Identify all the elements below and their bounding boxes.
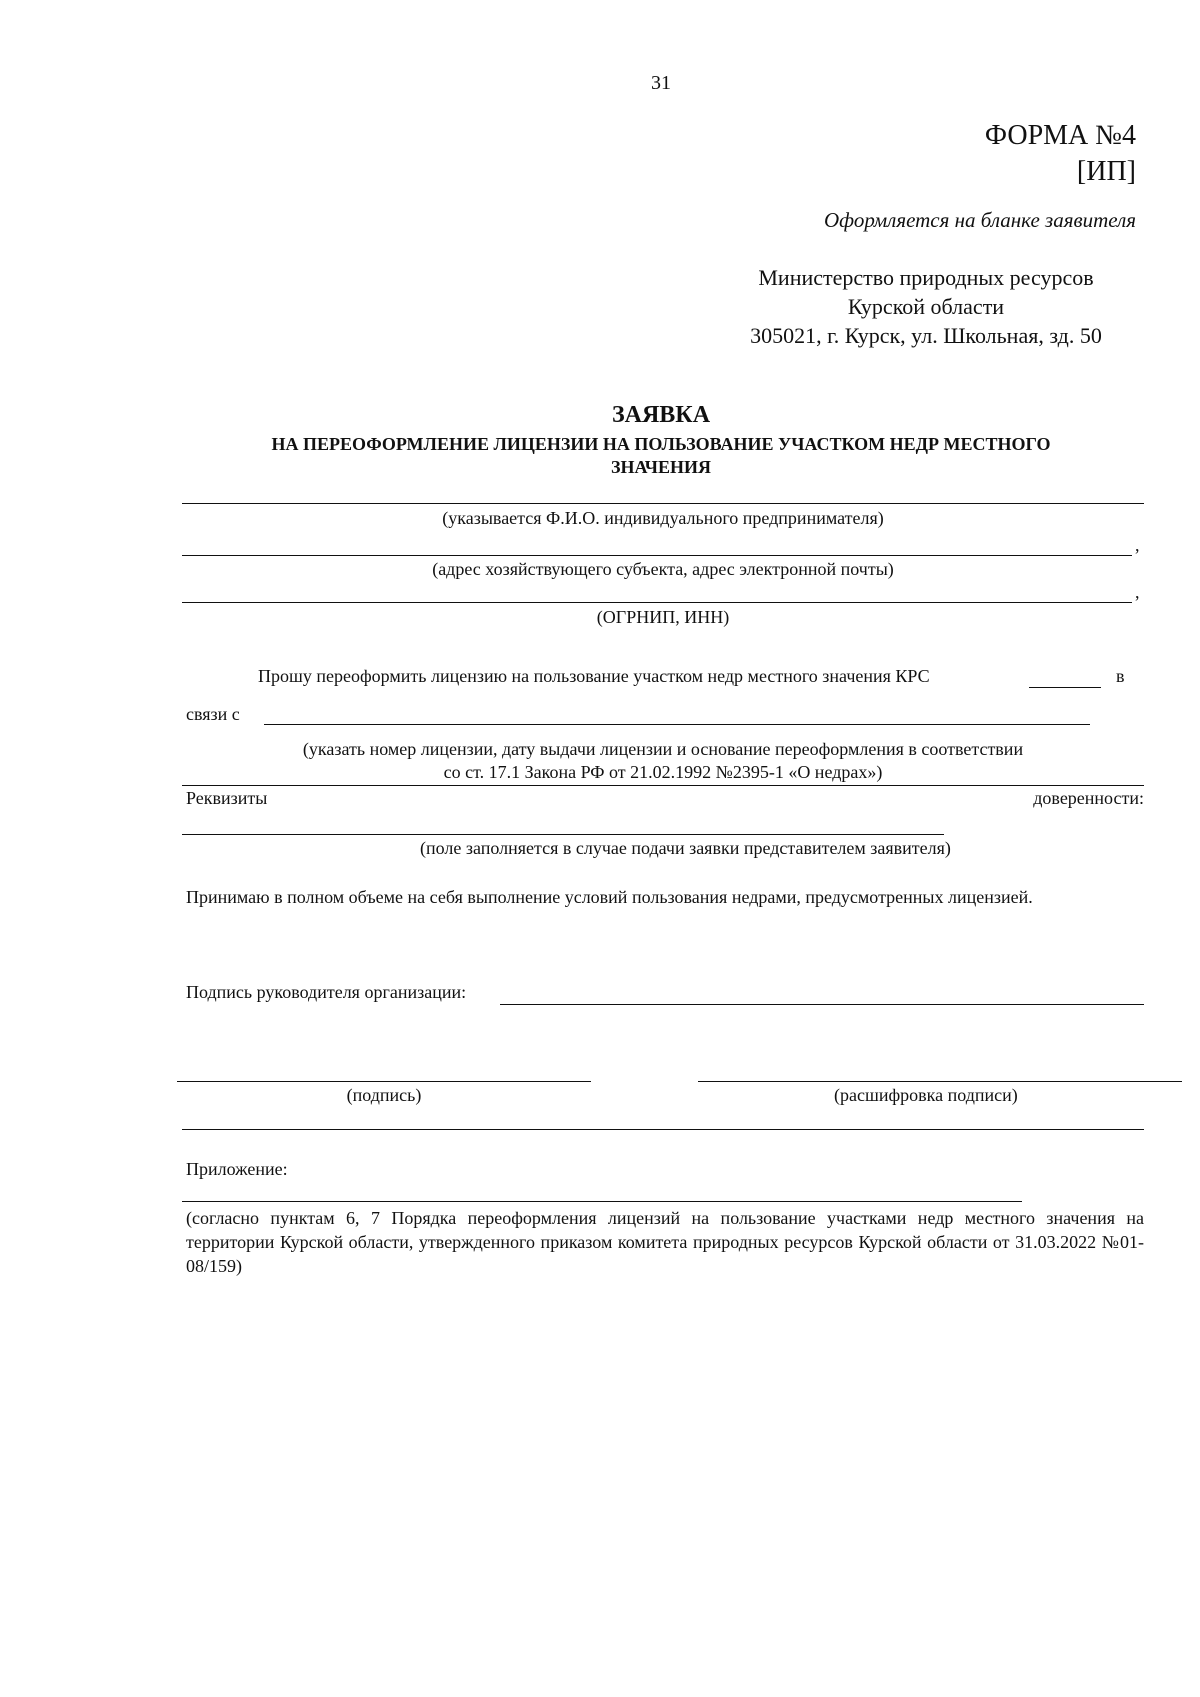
address-comma: , (1135, 535, 1140, 555)
addressee-block (716, 263, 1136, 350)
address-caption: (адрес хозяйствующего субъекта, адрес электронной почты) (432, 559, 894, 579)
form-subtitle: [ИП] (1076, 156, 1136, 187)
document-subtitle-line-1: НА ПЕРЕОФОРМЛЕНИЕ ЛИЦЕНЗИИ НА ПОЛЬЗОВАНИЕ УЧАСТКОМ НЕДР МЕСТНОГО (271, 434, 1051, 454)
power-of-attorney-label: доверенности: (1033, 788, 1144, 808)
signature-decode-caption: (расшифровка подписи) (834, 1085, 1018, 1105)
request-text: Прошу переоформить лицензию на пользование участком недр местного значения КРС (258, 666, 930, 686)
form-title: ФОРМА №4 (984, 120, 1136, 151)
fio-field-line[interactable] (182, 503, 1144, 504)
request-reason-field-line[interactable] (264, 724, 1090, 725)
acceptance-paragraph: Принимаю в полном объеме на себя выполнение условий пользования недрами, предусмотренных лицензией. (186, 887, 1033, 907)
attachment-label: Приложение: (186, 1159, 288, 1179)
signature-caption: (подпись) (346, 1085, 422, 1105)
page-number: 31 (651, 72, 671, 94)
signature-label-line[interactable] (500, 1004, 1144, 1005)
signature-label: Подпись руководителя организации: (186, 982, 467, 1002)
request-caption (182, 738, 1144, 784)
requisites-caption: (поле заполняется в случае подачи заявки представителем заявителя) (420, 838, 951, 858)
document-title: ЗАЯВКА (611, 402, 711, 428)
signature-decode-field-line[interactable] (698, 1081, 1182, 1082)
requisites-field-line[interactable] (182, 834, 944, 835)
signature-field-line[interactable] (177, 1081, 591, 1082)
requisites-label: Реквизиты (186, 788, 268, 808)
request-reason-label: связи с (186, 704, 240, 724)
ogrnip-field-line[interactable] (182, 602, 1132, 603)
krs-number-field-line[interactable] (1029, 687, 1101, 688)
fio-caption: (указывается Ф.И.О. индивидуального предпринимателя) (442, 508, 884, 528)
request-text-end: в (1116, 666, 1125, 686)
request-caption-line-2: со ст. 17.1 Закона РФ от 21.02.1992 №2395-1 «О недрах») (443, 762, 883, 782)
document-subtitle-line-2: ЗНАЧЕНИЯ (611, 457, 711, 477)
ogrnip-caption: (ОГРНИП, ИНН) (596, 607, 730, 627)
request-caption-line-1: (указать номер лицензии, дату выдачи лицензии и основание переоформления в соответствии (302, 739, 1024, 759)
addressee-line-3: 305021, г. Курск, ул. Школьная, зд. 50 (750, 323, 1102, 348)
applicant-letterhead-note: Оформляется на бланке заявителя (824, 208, 1136, 232)
request-caption-underline (182, 785, 1144, 786)
addressee-line-2: Курской области (847, 294, 1005, 319)
addressee-line-1: Министерство природных ресурсов (758, 265, 1094, 290)
signature-section-line (182, 1129, 1144, 1130)
document-subtitle (200, 433, 1122, 479)
form-number (985, 118, 1136, 190)
attachment-text: (согласно пунктам 6, 7 Порядка переоформления лицензий на пользование участками недр местного значения на территории Курской области, утвержденного приказом комитета природных ресурсов Курской области от 31.03.2022 №01-08/159) (186, 1208, 1144, 1276)
attachment-field-line[interactable] (182, 1201, 1022, 1202)
ogrnip-comma: , (1135, 582, 1140, 602)
address-field-line[interactable] (182, 555, 1132, 556)
